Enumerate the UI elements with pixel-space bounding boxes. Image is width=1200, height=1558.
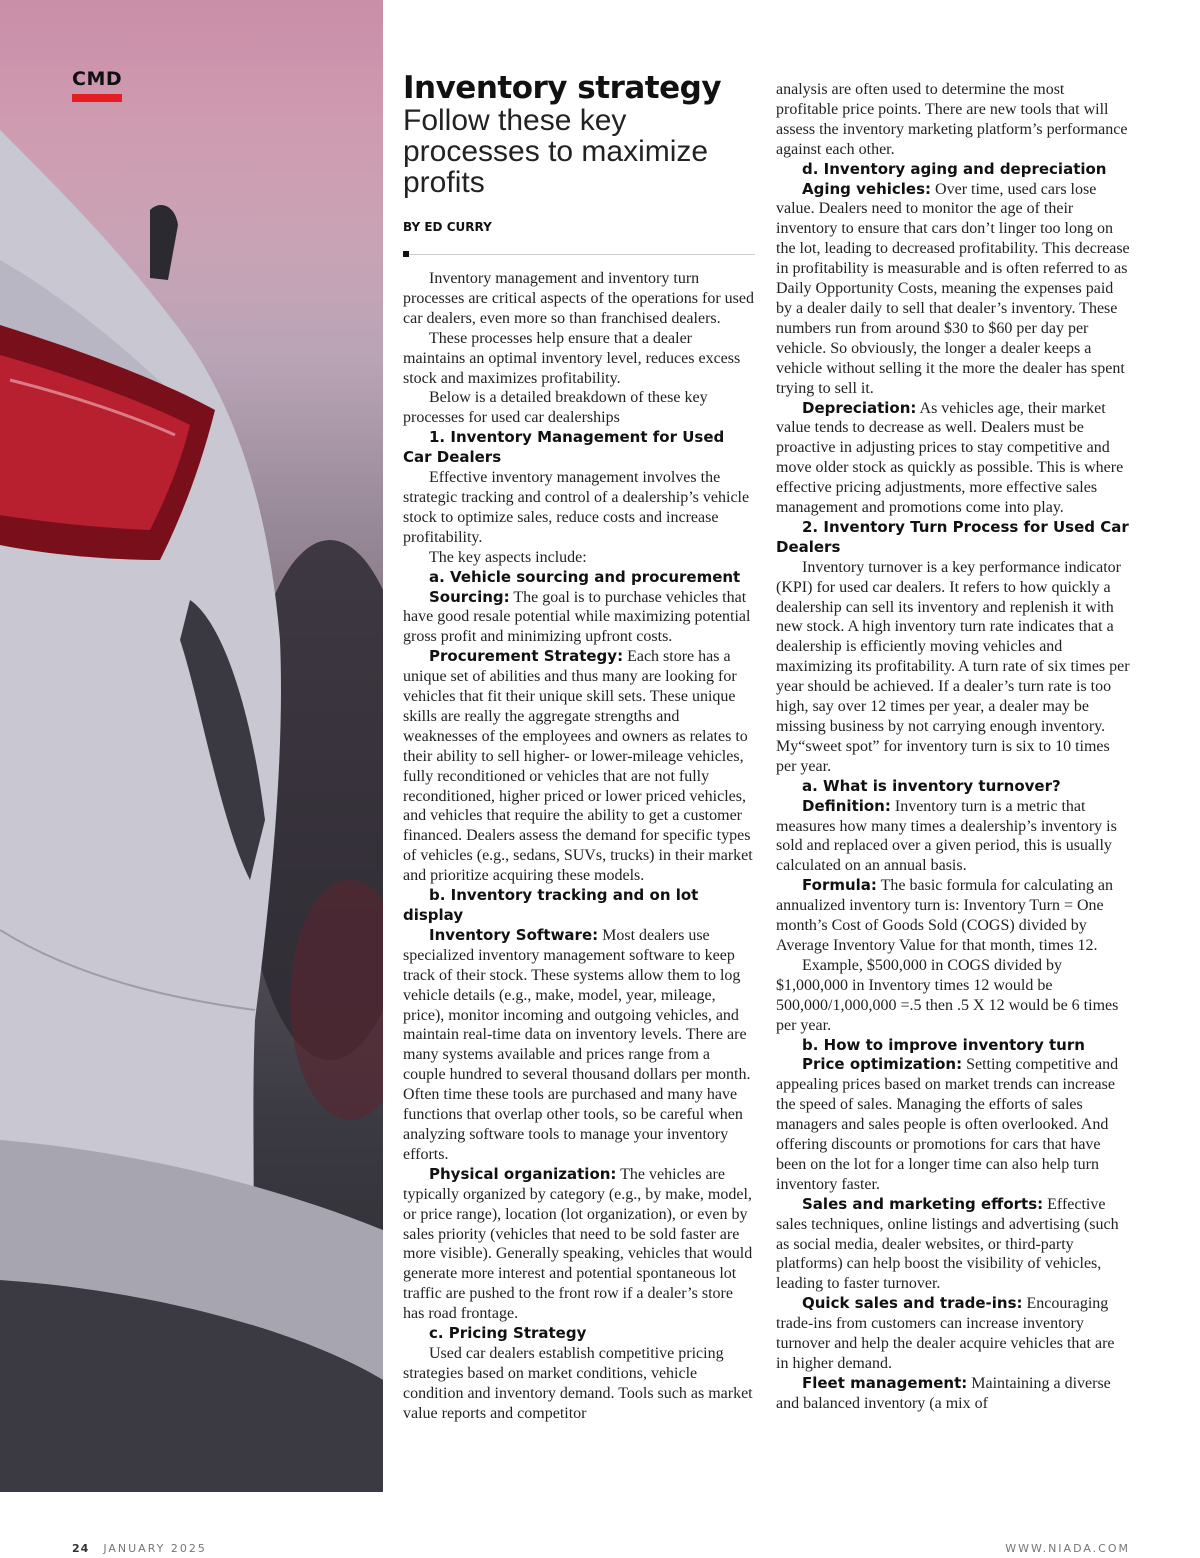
paragraph-text: These processes help ensure that a dealer maintains an optimal inventory level, reduces excess stock and maximizes profitability. <box>403 329 741 387</box>
paragraph-lead-in: Fleet management: <box>802 1373 968 1392</box>
paragraph-text: Setting competitive and appealing prices based on market trends can increase the speed of sales. Managing the efforts of sales managers and sales people is often overlooked. And offering discounts or promotions for cars that have been on the lot for a longer time can also help turn inventory faster. <box>776 1056 1119 1193</box>
paragraph-text: The goal is to purchase vehicles that have good resale potential while maximizing potential gross profit and minimizing upfront costs. <box>403 588 751 646</box>
paragraph-lead-in: Depreciation: <box>802 398 917 417</box>
page-number: 24 <box>72 1542 90 1555</box>
paragraph-text: As vehicles age, their market value tends to decrease as well. Dealers must be proactive in adjusting prices to stay competitive and move older stock as quickly as possible. This is where effective pricing adjustments, more effective sales management and promotions come into play. <box>776 399 1124 517</box>
paragraph <box>776 558 1130 777</box>
paragraph <box>403 548 755 568</box>
square-bullet-icon <box>403 251 409 257</box>
paragraph-text: Effective sales techniques, online listings and advertising (such as social media, dealer websites, or third-party platforms) can help boost the visibility of vehicles, leading to faster turnover. <box>776 1195 1119 1293</box>
car-photo <box>0 0 383 1492</box>
paragraph-lead-in: Price optimization: <box>802 1055 963 1074</box>
footer-url: WWW.NIADA.COM <box>1005 1542 1130 1555</box>
paragraph <box>776 956 1130 1036</box>
section-heading: a. Vehicle sourcing and procurement <box>429 567 741 586</box>
paragraph-text: Inventory turn is a metric that measures how many times a dealership’s inventory is sold and replaced over a given period, this is usually calculated on an annual basis. <box>776 797 1117 875</box>
section-heading: 2. Inventory Turn Process for Used Car Dealers <box>776 517 1129 556</box>
article-deck: Follow these key processes to maximize profits <box>403 104 709 199</box>
paragraph <box>403 647 755 886</box>
paragraph-text: Maintaining a diverse and balanced inventory (a mix of <box>776 1374 1111 1412</box>
paragraph-text: The key aspects include: <box>429 548 587 566</box>
paragraph <box>776 180 1130 399</box>
paragraph-lead-in: Quick sales and trade-ins: <box>802 1294 1023 1313</box>
paragraph-text: Inventory turnover is a key performance indicator (KPI) for used car dealers. It refers to how quickly a dealership can sell its inventory and replenish it with new stock. A high inventory turn rate indicates that a dealership is efficiently moving vehicles and maximizing its profitability. A turn rate of six times per year should be achieved. If a dealer’s turn rate is too high, say over 12 times per year, a dealer may be missing business by not carrying enough inventory. My“sweet spot” for inventory turn is six to 10 times per year. <box>776 558 1130 775</box>
paragraph-lead-in: Procurement Strategy: <box>429 647 624 666</box>
paragraph-text: Below is a detailed breakdown of these key processes for used car dealerships <box>403 389 708 427</box>
column-1-body <box>403 269 755 1424</box>
paragraph <box>403 388 755 428</box>
paragraph-text: analysis are often used to determine the most profitable price points. There are new tools that will assess the inventory marketing platform’s performance against each other. <box>776 81 1128 158</box>
paragraph-text: The vehicles are typically organized by category (e.g., by make, model, or price range), location (lot organization), or even by sales priority (vehicles that need to be sold faster are more visible). Generally speaking, vehicles that would generate more interest and potential spontaneous lot traffic are pushed to the front row if a dealer’s store has road frontage. <box>403 1165 753 1323</box>
paragraph-lead-in: Inventory Software: <box>429 925 599 944</box>
brand-logo: CMD <box>72 68 123 90</box>
section-heading: 1. Inventory Management for Used Car Dealers <box>403 428 725 467</box>
paragraph-lead-in: Sourcing: <box>429 587 510 606</box>
paragraph <box>776 399 1130 518</box>
paragraph-text: Example, $500,000 in COGS divided by $1,000,000 in Inventory times 12 would be 500,000/1,000,000 =.5 then .5 X 12 would be 6 times per year. <box>776 956 1119 1034</box>
paragraph-lead-in: Physical organization: <box>429 1164 617 1183</box>
paragraph <box>403 588 755 648</box>
paragraph-text: Over time, used cars lose value. Dealers need to monitor the age of their inventory to ensure that cars don’t linger too long on the lot, leading to decreased profitability. This decrease in profitability is measurable and is often referred to as Daily Opportunity Costs, meaning the expenses paid by a dealer daily to sell that dealer’s inventory. These numbers run from around $30 to $60 per day per vehicle. So obviously, the longer a dealer keeps a vehicle without selling it the more the dealer has spent trying to sell it. <box>776 180 1130 397</box>
paragraph-lead-in: Aging vehicles: <box>802 179 932 198</box>
issue-date: JANUARY 2025 <box>103 1542 207 1555</box>
paragraph <box>776 876 1130 956</box>
paragraph-text: The basic formula for calculating an annualized inventory turn is: Inventory Turn = One month’s Cost of Goods Sold (COGS) divided by Average Inventory Value for that month, times 12. <box>776 877 1113 954</box>
paragraph-lead-in: Formula: <box>802 876 877 895</box>
paragraph <box>403 1344 755 1424</box>
section-heading: b. How to improve inventory turn <box>802 1035 1085 1054</box>
brand-accent-bar <box>72 94 122 102</box>
article-column-1 <box>403 72 755 1424</box>
paragraph-lead-in: Definition: <box>802 796 891 815</box>
paragraph-text: Used car dealers establish competitive pricing strategies based on market conditions, vehicle condition and inventory demand. Tools such as market value reports and competitor <box>403 1344 753 1422</box>
section-heading: b. Inventory tracking and on lot display <box>403 886 699 924</box>
article-title: Inventory strategy <box>403 70 722 106</box>
paragraph <box>776 1294 1130 1374</box>
article-column-2 <box>776 80 1130 1414</box>
paragraph <box>403 1165 755 1324</box>
paragraph <box>776 1374 1130 1414</box>
paragraph <box>776 80 1130 160</box>
paragraph <box>403 269 755 329</box>
paragraph <box>403 468 755 548</box>
paragraph <box>776 1055 1130 1194</box>
divider <box>403 254 755 255</box>
footer-left <box>72 1542 207 1555</box>
paragraph <box>403 926 755 1165</box>
section-heading: d. Inventory aging and depreciation <box>802 159 1107 178</box>
section-heading: a. What is inventory turnover? <box>802 776 1061 795</box>
paragraph-text: Inventory management and inventory turn processes are critical aspects of the operations for used car dealers, even more so than franchised dealers. <box>403 270 754 327</box>
byline: BY ED CURRY <box>403 220 492 234</box>
paragraph-text: Effective inventory management involves the strategic tracking and control of a dealership’s vehicle stock to optimize sales, reduce costs and increase profitability. <box>403 469 750 546</box>
paragraph-text: Encouraging trade-ins from customers can increase inventory turnover and help the dealer acquire vehicles that are in higher demand. <box>776 1295 1115 1372</box>
paragraph-text: Most dealers use specialized inventory management software to keep track of their stock. These systems allow them to log vehicle details (e.g., make, model, year, mileage, price), monitor incoming and outgoing vehicles, and maintain real-time data on inventory levels. There are many systems available and prices range from a couple hundred to several thousand dollars per month. Often time these tools are purchased and many have functions that overlap other tools, so be careful when analyzing software tools to manage your inventory efforts. <box>403 926 751 1163</box>
paragraph-text: Each store has a unique set of abilities and thus many are looking for vehicles that fit their unique skill sets. These unique skills are really the aggregate strengths and weaknesses of the employees and owners as relates to their ability to sell higher- or lower-mileage vehicles, fully reconditioned or vehicles that are not fully reconditioned, higher priced or lower priced vehicles, and vehicles that require the ability to get a customer financed. Dealers assess the demand for specific types of vehicles (e.g., sedans, SUVs, trucks) in their market and prioritize acquiring these models. <box>403 648 753 885</box>
paragraph <box>776 1195 1130 1295</box>
paragraph <box>776 797 1130 877</box>
section-heading: c. Pricing Strategy <box>429 1324 587 1343</box>
paragraph-lead-in: Sales and marketing efforts: <box>802 1194 1044 1213</box>
paragraph <box>403 329 755 389</box>
